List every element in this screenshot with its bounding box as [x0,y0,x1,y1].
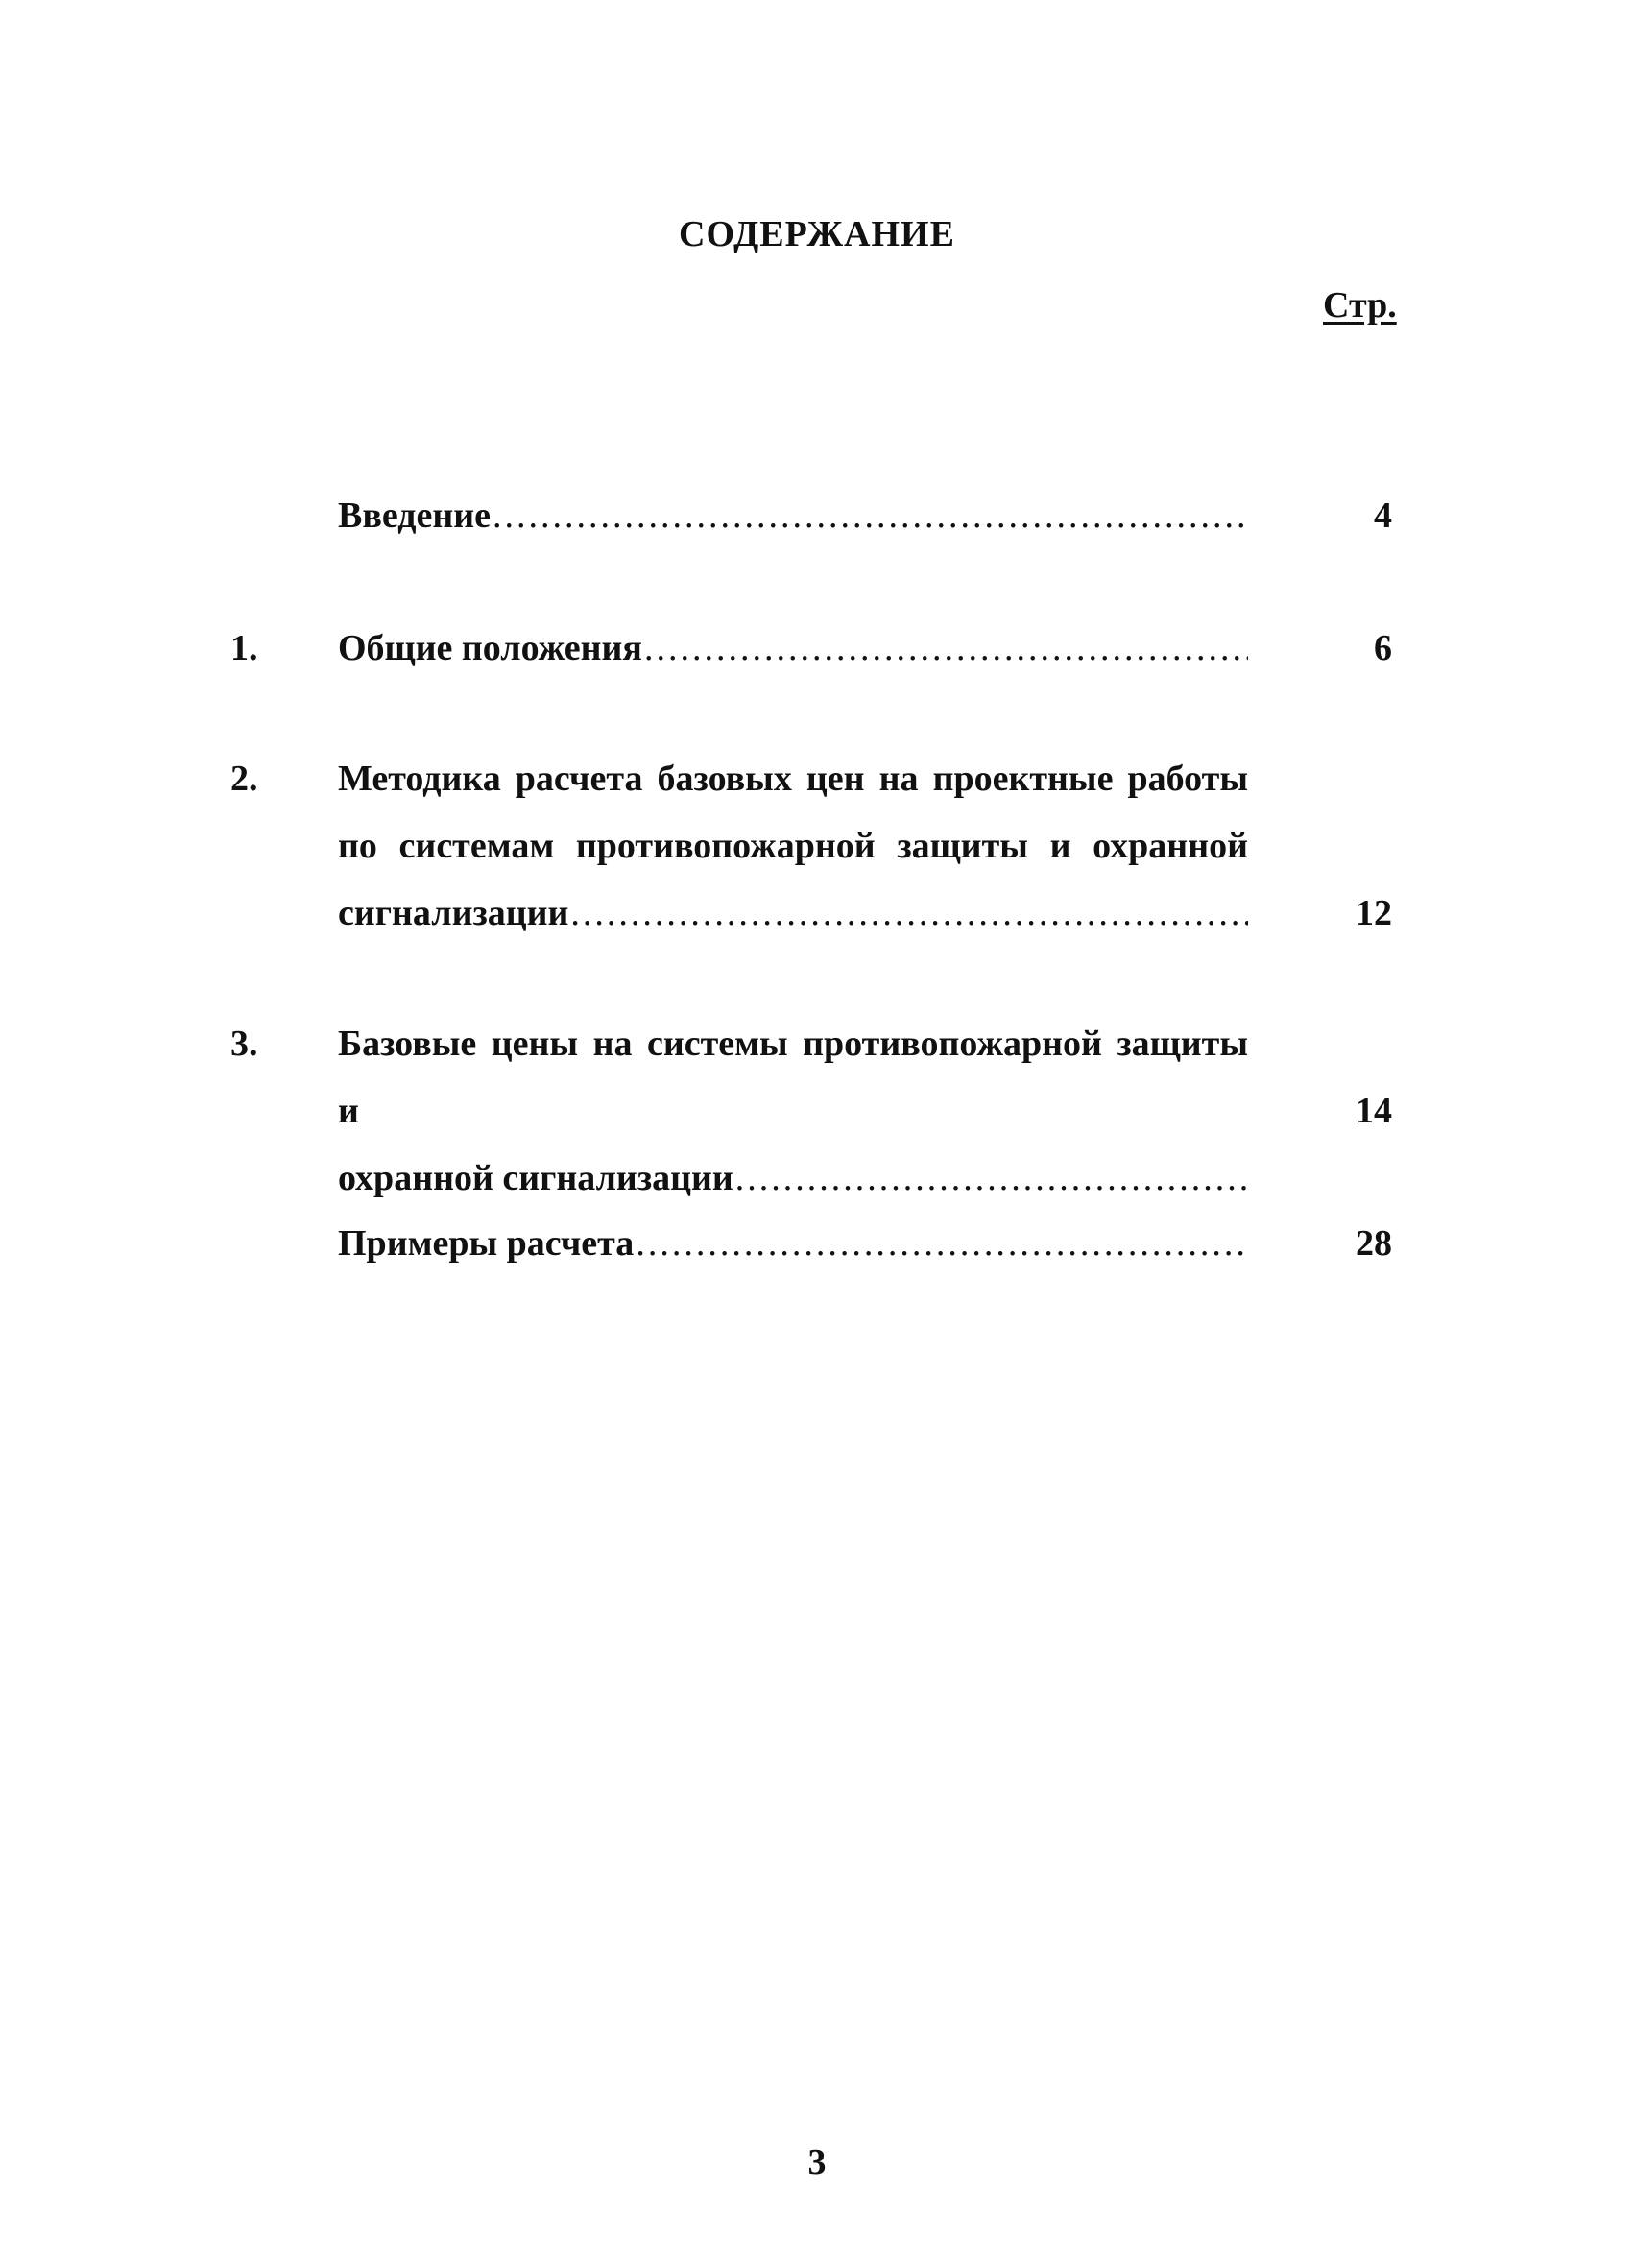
toc-entry-line [338,482,1248,549]
toc-entry-text [338,745,1248,947]
toc-entry-line-text: Введение [338,495,491,536]
toc-entry-number: 1. [230,628,258,668]
leader-dots [636,1210,1248,1277]
toc-entry-line [338,1210,1248,1277]
toc-entry-line-text: охранной сигнализации [338,1158,733,1198]
toc-entry-page: 14 [1356,1091,1392,1131]
leader-dots [570,880,1248,947]
toc-entry-text [338,615,1248,682]
toc-entry-line: по системам противопожарной защиты и охранной [338,826,1248,866]
toc-entry-number: 2. [230,759,258,799]
toc-entry-number: 3. [230,1024,258,1064]
leader-dots [735,1145,1248,1212]
toc-entry-line [338,880,1248,947]
toc-entry-page: 4 [1374,495,1392,536]
page-column-header: Стр. [1323,285,1397,326]
toc-entry-page: 6 [1374,628,1392,668]
toc-entry-text [338,482,1248,549]
leader-dots [644,615,1248,682]
page-number: 3 [807,2142,827,2183]
toc-entry-line-text: сигнализации [338,893,569,933]
toc-entry-page: 12 [1356,893,1392,933]
toc-entry-page: 28 [1356,1223,1392,1264]
toc-entry-line-text: Примеры расчета [338,1223,635,1264]
toc-entry-text [338,1210,1248,1277]
toc-entry-line-text: Общие положения [338,628,642,668]
toc-entry-line [338,1145,1248,1212]
toc-entry-line: Методика расчета базовых цен на проектные работы [338,759,1248,799]
page-title: СОДЕРЖАНИЕ [679,214,955,254]
toc-entry-text [338,1010,1248,1212]
toc-entry-line [338,615,1248,682]
leader-dots [493,482,1248,549]
toc-entry-line: Базовые цены на системы противопожарной защиты и [338,1024,1248,1131]
